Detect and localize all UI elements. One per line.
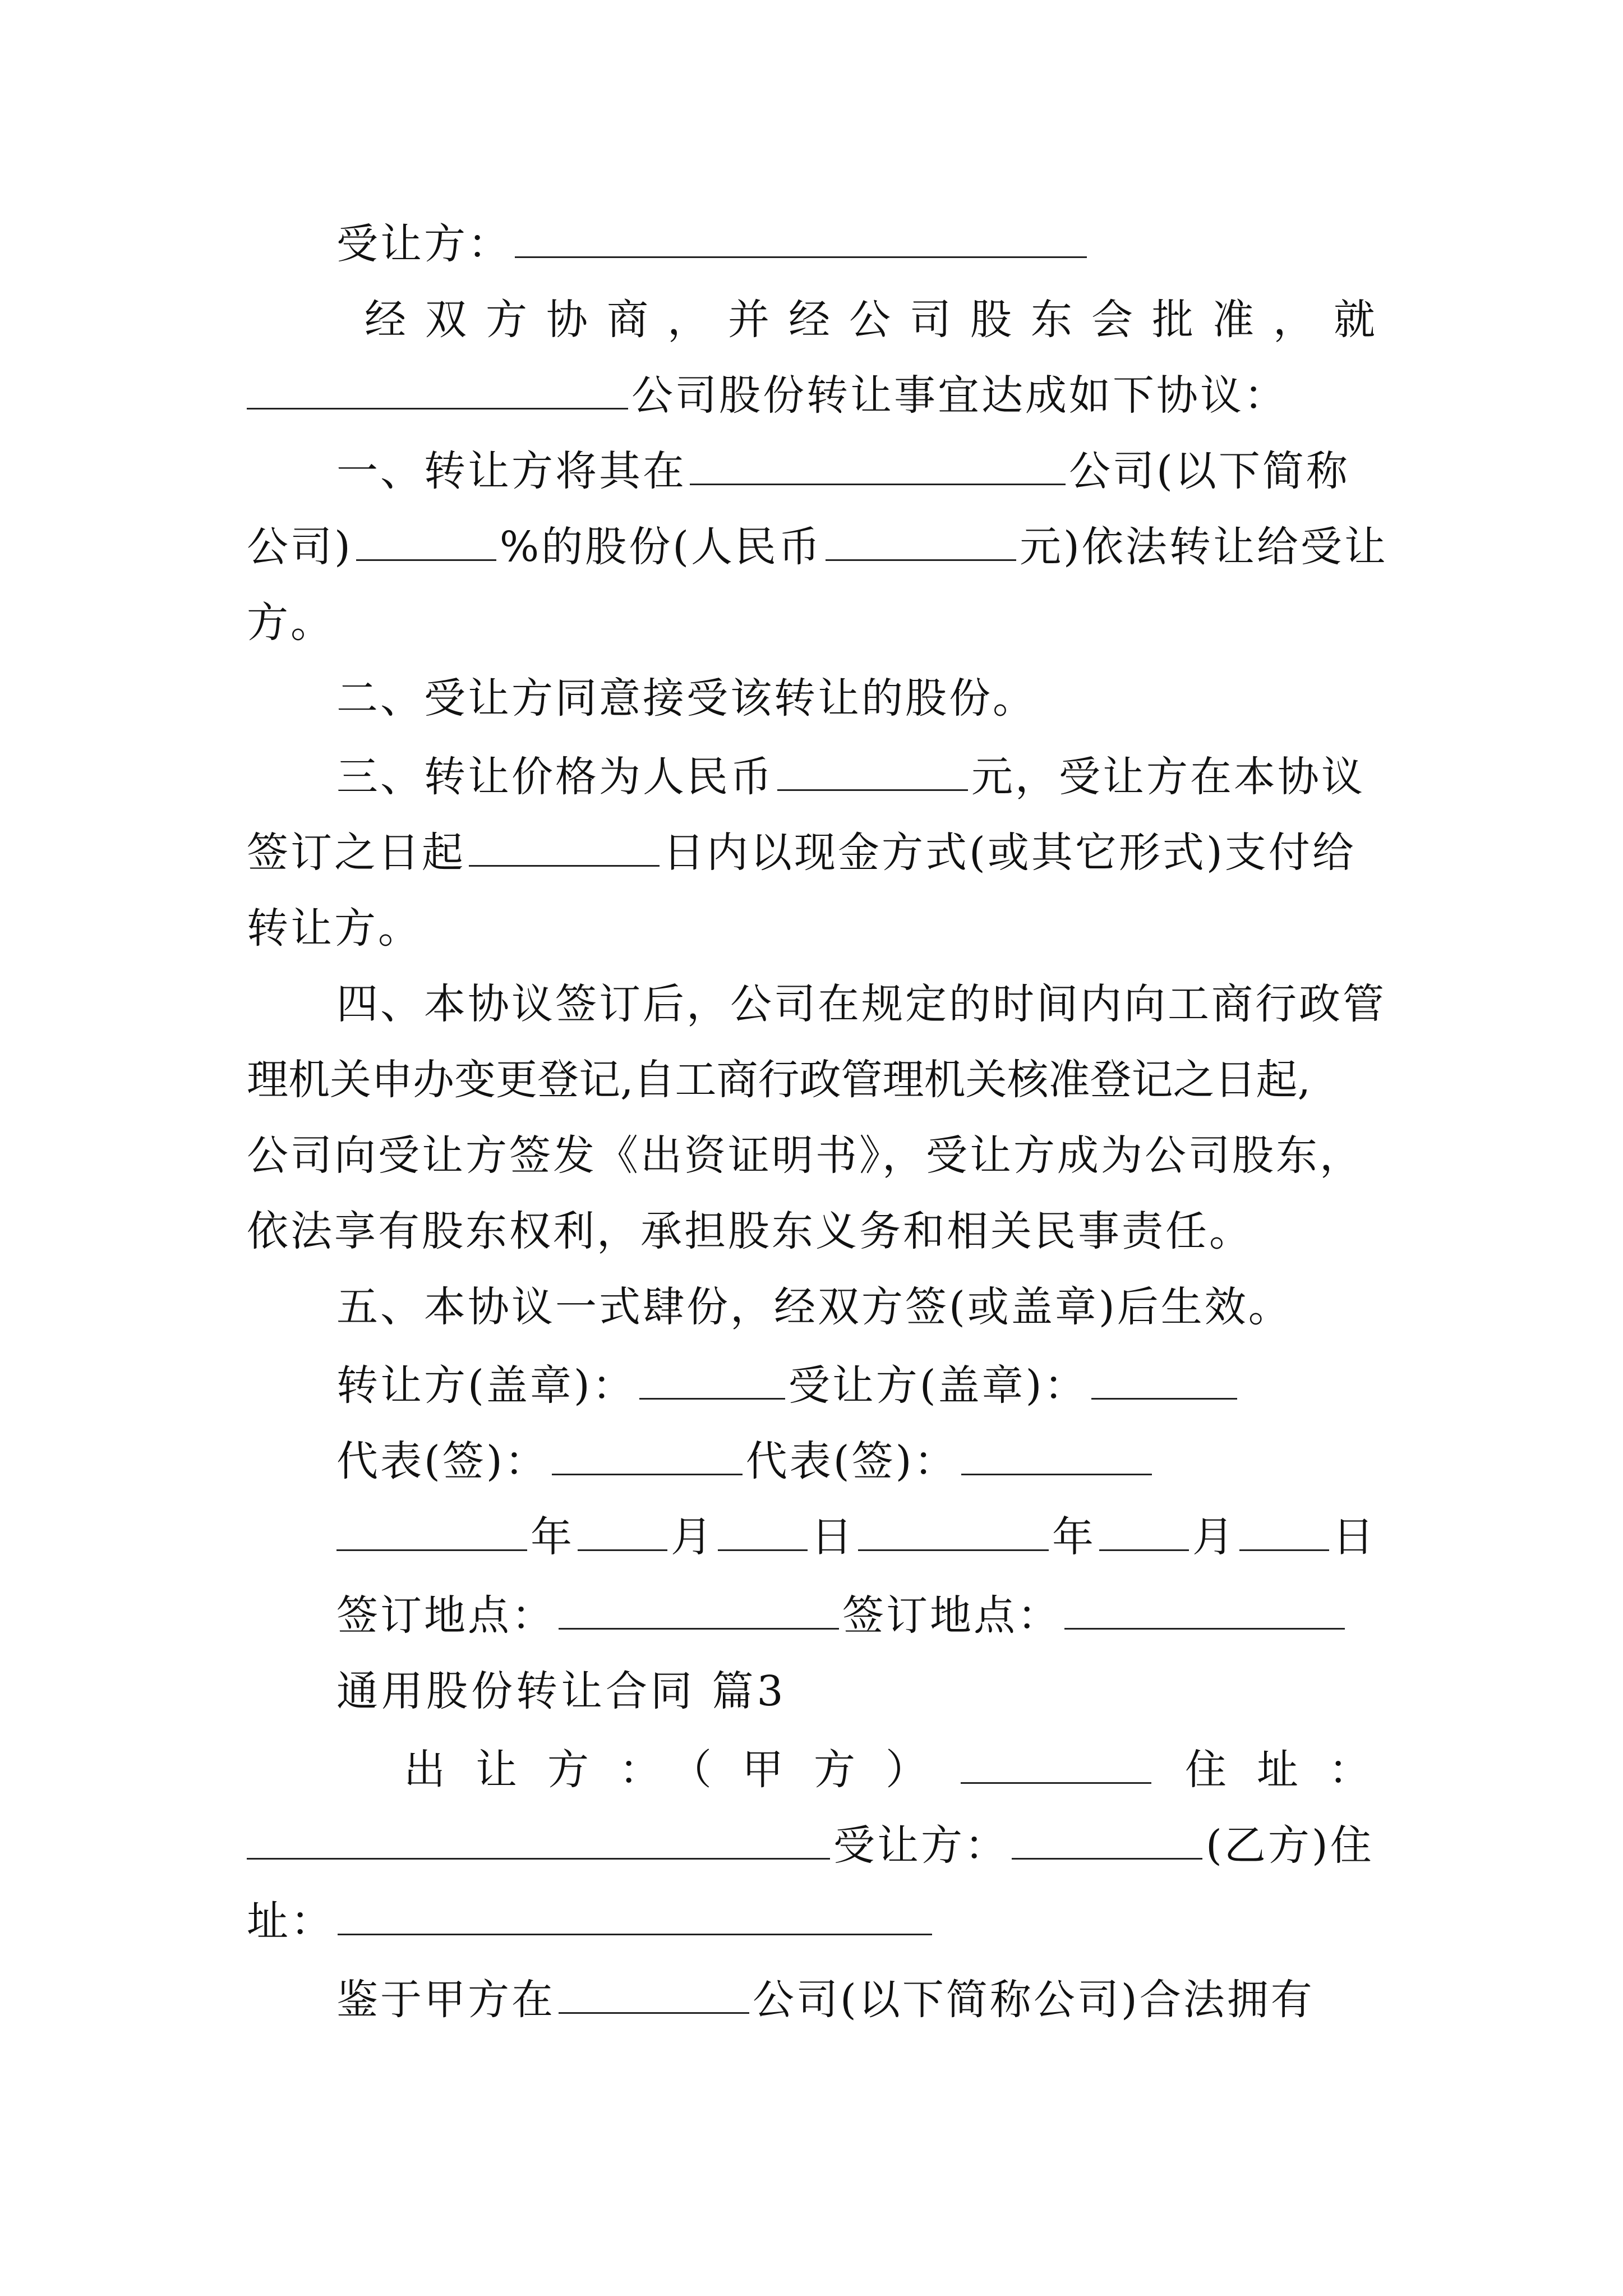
signing-place-blank-2[interactable] [1064, 1580, 1345, 1630]
party-b-address-label-2: 址： [247, 1897, 334, 1945]
clause-3-line-1 [336, 738, 1380, 816]
transferor-seal-blank[interactable] [639, 1350, 785, 1400]
month-label-1: 月 [671, 1513, 714, 1561]
transferee-seal-label: 受让方(盖章)： [788, 1361, 1088, 1410]
share-percent-blank[interactable] [356, 511, 496, 561]
intro-line [365, 280, 1394, 359]
day-blank-1[interactable] [718, 1501, 808, 1551]
recital-text-a: 鉴于甲方在 [336, 1976, 555, 2024]
date-line [336, 1498, 1380, 1576]
signing-place-label-1: 签订地点： [336, 1591, 555, 1640]
clause-4-line-3 [247, 1116, 1380, 1195]
day-blank-2[interactable] [1239, 1501, 1329, 1551]
clause-1-text-b: 公司(以下简称 [1069, 447, 1350, 495]
year-label-2: 年 [1052, 1513, 1096, 1561]
transferee-seal-blank[interactable] [1091, 1350, 1237, 1400]
year-blank-1[interactable] [336, 1501, 527, 1551]
payment-days-blank[interactable] [469, 817, 660, 867]
month-label-2: 月 [1192, 1513, 1236, 1561]
transferee-blank[interactable] [515, 208, 1087, 258]
clause-1-text-d: %的股份(人民币 [499, 523, 823, 571]
intro-text: 经双方协商，并经公司股东会批准，就 [365, 296, 1394, 344]
party-b-address-line [247, 1882, 1380, 1961]
clause-5-text: 五、本协议一式肆份，经双方签(或盖章)后生效。 [336, 1283, 1292, 1331]
clause-3-text-d: 日内以现金方式(或其它形式)支付给 [663, 829, 1356, 877]
price-blank[interactable] [777, 741, 968, 791]
clause-4-text-b: 理机关申办变更登记,自工商行政管理机关核准登记之日起, [247, 1056, 1311, 1104]
party-a-address-blank[interactable] [247, 1810, 830, 1860]
clause-4-text-a: 四、本协议签订后，公司在规定的时间内向工商行政管 [336, 980, 1386, 1028]
clause-1-text-e: 元)依法转让给受让 [1020, 523, 1388, 571]
day-label-2: 日 [1332, 1513, 1376, 1561]
clause-3-line-2 [247, 813, 1380, 892]
seal-line [336, 1346, 1380, 1425]
clause-1-line-1 [336, 432, 1380, 510]
recital-text-b: 公司(以下简称公司)合法拥有 [753, 1976, 1315, 2024]
clause-3-text-e: 转让方。 [247, 904, 422, 953]
clause-4-text-d: 依法享有股东权利，承担股东义务和相关民事责任。 [247, 1207, 1253, 1255]
transferee-label: 受让方： [336, 220, 511, 268]
clause-1-text-a: 一、转让方将其在 [336, 447, 686, 495]
signing-place-line [336, 1576, 1380, 1655]
clause-3-text-b: 元，受让方在本协议 [971, 753, 1365, 801]
clause-1-line-2 [247, 508, 1388, 586]
transferee-line [336, 205, 1380, 283]
clause-3-text-c: 签订之日起 [247, 829, 465, 877]
clause-1-text-c: 公司) [247, 523, 353, 571]
party-b-address-blank[interactable] [338, 1885, 932, 1935]
party-a-address-label: 住址： [1185, 1746, 1400, 1794]
clause-4-line-2 [247, 1041, 1380, 1119]
share-amount-blank[interactable] [826, 511, 1016, 561]
month-blank-2[interactable] [1099, 1501, 1189, 1551]
day-label-1: 日 [811, 1513, 855, 1561]
clause-1-company-blank[interactable] [690, 435, 1066, 485]
representative-line [336, 1422, 1380, 1501]
clause-1-text-f: 方。 [247, 599, 334, 647]
month-blank-1[interactable] [578, 1501, 667, 1551]
clause-4-text-c: 公司向受让方签发《出资证明书》，受让方成为公司股东， [247, 1131, 1363, 1180]
transferor-rep-blank[interactable] [552, 1425, 743, 1475]
intro-line-2 [247, 356, 1380, 435]
clause-2-line [336, 659, 1380, 738]
clause-1-line-3 [247, 583, 1380, 662]
intro-text-2: 公司股份转让事宜达成如下协议： [631, 371, 1288, 420]
party-b-line [247, 1806, 1380, 1885]
clause-2-text: 二、受让方同意接受该转让的股份。 [336, 674, 1036, 723]
clause-4-line-1 [336, 965, 1386, 1043]
recital-line [336, 1961, 1380, 2039]
party-b-blank[interactable] [1012, 1810, 1202, 1860]
year-blank-2[interactable] [858, 1501, 1049, 1551]
clause-3-line-3 [247, 889, 1380, 968]
party-a-blank[interactable] [961, 1734, 1151, 1784]
party-a-line [404, 1731, 1400, 1809]
party-b-label: 受让方： [833, 1821, 1008, 1870]
clause-4-line-4 [247, 1192, 1380, 1271]
clause-5-line [336, 1268, 1380, 1346]
signing-place-blank-1[interactable] [559, 1580, 839, 1630]
transferor-seal-label: 转让方(盖章)： [336, 1361, 636, 1410]
party-b-address-label: (乙方)住 [1206, 1821, 1374, 1870]
recital-company-blank[interactable] [559, 1964, 749, 2014]
transferee-rep-label: 代表(签)： [745, 1437, 958, 1485]
party-a-label: 出让方：（甲方） [404, 1746, 957, 1794]
clause-3-text-a: 三、转让价格为人民币 [336, 753, 774, 801]
section-heading [336, 1652, 1380, 1731]
year-label-1: 年 [531, 1513, 574, 1561]
section-heading-text: 通用股份转让合同 篇3 [336, 1667, 787, 1715]
signing-place-label-2: 签订地点： [842, 1591, 1061, 1640]
transferor-rep-label: 代表(签)： [336, 1437, 548, 1485]
company-name-blank[interactable] [247, 360, 628, 409]
transferee-rep-blank[interactable] [961, 1425, 1152, 1475]
